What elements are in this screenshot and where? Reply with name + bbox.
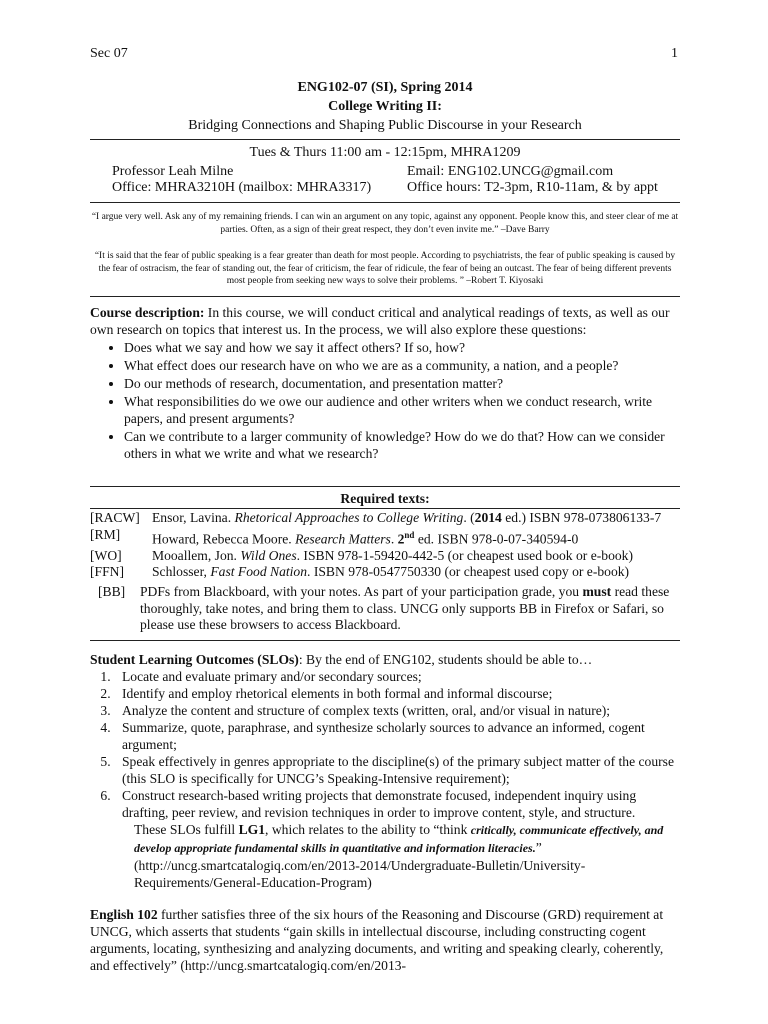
lg1-note: These SLOs fulfill LG1, which relates to the ability to “think critically, communicate effectively, and develop appropriate fundamental skills in quantitative and information literacies.” (http://uncg.smartcatalogiq.com/en/2013-2014/Undergraduate-Bulletin/University-Requirements/General-Education-Program) [134, 822, 664, 890]
divider [90, 508, 680, 509]
book-title: Wild Ones [240, 547, 297, 563]
office: Office: MHRA3210H (mailbox: MHRA3317) [112, 180, 372, 195]
divider [90, 486, 680, 487]
email: Email: ENG102.UNCG@gmail.com [407, 164, 614, 179]
learning-outcomes: Student Learning Outcomes (SLOs): By the end of ENG102, students should be able to… 1. Locate and evaluate primary and/or secondary sources; 2. Identify and employ rhetorical elements in both formal and informal discourse; 3. Analyze the content and structure of complex texts (written, oral, and/or visual in nature); 4. Summarize, quote, paraphrase, and synthesize scholarly sources to advance an informed, cogent argument; 5. Speak effectively in genres appropriate to the discipline(s) of the primary subject matter of the course (this SLO is specifically for UNCG’s Speaking-Intensive requirement); 6. Construct research-based writing projects that demonstrate focused, independent inquiry using drafting, peer review, and revision techniques in order to improve content, style, and structure. These SLOs fulfill LG1, which relates to the ability to “think critically, communicate effectively, and develop appropriate fundamental skills in quantitative and information literacies.” (http://uncg.smartcatalogiq.com/en/2013-2014/Undergraduate-Bulletin/University-Requirements/General-Education-Program) [90, 651, 684, 891]
outcome-list [90, 668, 684, 821]
list-item: • Can we contribute to a larger community of knowledge? How do we do that? How can we consider others in what we write and what we research? [124, 428, 684, 462]
list-item: • Do our methods of research, documentation, and presentation matter? [124, 375, 684, 392]
divider [90, 139, 680, 140]
office-hours: Office hours: T2-3pm, R10-11am, & by appt [407, 180, 658, 195]
required-texts-list [90, 510, 684, 581]
list-item: 5. Speak effectively in genres appropriate to the discipline(s) of the primary subject matter of the course (this SLO is specifically for UNCG’s Speaking-Intensive requirement); [114, 753, 684, 787]
english102-note: English 102 further satisfies three of the six hours of the Reasoning and Discourse (GRD) requirement at UNCG, which asserts that students “gain skills in intellectual discourse, including constructing cogent arguments, locating, synthesizing and analyzing documents, and writing and speaking clearly, coherently, and effectively” (http://uncg.smartcatalogiq.com/en/2013- [90, 907, 664, 973]
list-item: 2. Identify and employ rhetorical elements in both formal and informal discourse; [114, 685, 684, 702]
required-texts-title: Required texts: [340, 491, 430, 506]
list-item: 6. Construct research-based writing projects that demonstrate focused, independent inquiry using drafting, peer review, and revision techniques in order to improve content, style, and structure. [114, 787, 684, 821]
page-number: 1 [671, 46, 678, 61]
course-description-label: Course description: [90, 305, 205, 320]
class-schedule: Tues & Thurs 11:00 am - 12:15pm, MHRA1209 [249, 145, 521, 160]
list-item: [WO] Mooallem, Jon. Wild Ones. ISBN 978-1-59420-442-5 (or cheapest used book or e-book) [90, 547, 633, 563]
text-code: [BB] [98, 584, 126, 599]
divider [90, 640, 680, 641]
professor-name: Professor Leah Milne [112, 164, 234, 179]
text-code: [RACW] [90, 510, 140, 525]
question-list [90, 339, 684, 462]
contact-info [112, 164, 672, 196]
header-section: Sec 07 [90, 46, 128, 61]
text-code: [FFN] [90, 564, 124, 580]
book-title: Fast Food Nation [210, 564, 308, 580]
list-item: • What responsibilities do we owe our audience and other writers when we conduct research, write papers, and present arguments? [124, 393, 684, 427]
course-description [90, 304, 684, 463]
course-description-text: In this course, we will conduct critical and analytical readings of texts, as well as our own research on topics that interest us. In the process, we will also explore these questions: [90, 305, 670, 337]
quote-kiyosaki: “It is said that the fear of public speaking is a fear greater than death for most people. According to psychiatrists, the fear of public speaking is caused by the fear of ostracism, the fear of standing out, the fear of criticism, the fear of ridicule, the fear of being an outcast. The fear of being different prevents most people from seeking new ways to solve their problems. ” –Robert T. Kiyosaki [94, 251, 676, 286]
course-subtitle: Bridging Connections and Shaping Public Discourse in your Research [188, 118, 582, 133]
list-item: [RACW] Ensor, Lavina. Rhetorical Approaches to College Writing. (2014 ed.) ISBN 978-073806133-7 [90, 510, 662, 525]
list-item: 1. Locate and evaluate primary and/or secondary sources; [114, 668, 684, 685]
list-item: 3. Analyze the content and structure of complex texts (written, oral, and/or visual in nature); [114, 702, 684, 719]
list-item: 4. Summarize, quote, paraphrase, and synthesize scholarly sources to advance an informed, cogent argument; [114, 719, 684, 753]
list-item: • Does what we say and how we say it affect others? If so, how? [124, 339, 684, 356]
list-item: • What effect does our research have on who we are as a community, a nation, and a people? [124, 357, 684, 374]
slo-label: Student Learning Outcomes (SLOs) [90, 652, 299, 667]
text-code: [RM] [90, 526, 121, 542]
blackboard-note: [BB] PDFs from Blackboard, with your notes. As part of your participation grade, you must read these thoroughly, take notes, and bring them to class. UNCG only supports BB in Firefox or Safari, so please use these browsers to access Blackboard. [90, 584, 684, 634]
book-title: Research Matters [295, 531, 391, 547]
divider [90, 296, 680, 297]
english102-label: English 102 [90, 907, 158, 922]
course-name: College Writing II: [328, 99, 442, 114]
divider [90, 202, 680, 203]
quote-barry: “I argue very well. Ask any of my remaining friends. I can win an argument on any topic, against any opponent. People know this, and steer clear of me at parties. Often, as a sign of their great respect, they don’t even invite me.” –Dave Barry [91, 212, 679, 235]
book-title: Rhetorical Approaches to College Writing [234, 510, 464, 525]
text-code: [WO] [90, 547, 122, 563]
list-item: [RM] Howard, Rebecca Moore. Research Matters. 2nd ed. ISBN 978-0-07-340594-0 [90, 526, 579, 547]
list-item: [FFN] Schlosser, Fast Food Nation. ISBN 978-0547750330 (or cheapest used copy or e-book) [90, 564, 630, 580]
course-code: ENG102-07 (SI), Spring 2014 [297, 80, 473, 95]
